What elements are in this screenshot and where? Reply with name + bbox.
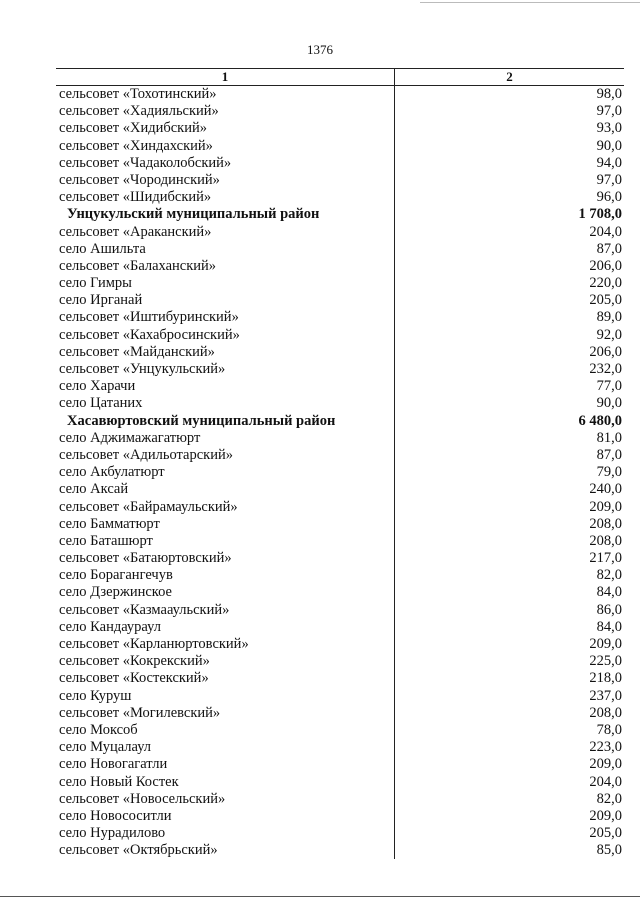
row-name: сельсовет «Чородинский» xyxy=(59,171,220,188)
row-name: сельсовет «Адильотарский» xyxy=(59,446,233,463)
row-name: сельсовет «Араканский» xyxy=(59,223,212,240)
row-name: село Борагангечув xyxy=(59,567,173,584)
row-value: 232,0 xyxy=(589,361,622,377)
row-name: село Ирганай xyxy=(59,292,143,309)
table-row xyxy=(56,138,624,155)
table-row xyxy=(56,619,624,636)
row-name: сельсовет «Унцукульский» xyxy=(59,361,226,377)
row-value: 98,0 xyxy=(596,86,622,102)
row-value: 208,0 xyxy=(589,515,622,532)
row-name: село Куруш xyxy=(59,687,132,704)
table-row xyxy=(56,327,624,344)
row-value: 205,0 xyxy=(589,825,622,842)
table-row xyxy=(56,447,624,464)
page-number: 1376 xyxy=(307,42,333,57)
row-value: 93,0 xyxy=(596,120,622,137)
row-value: 78,0 xyxy=(596,721,622,738)
table-body xyxy=(56,86,624,859)
row-value: 223,0 xyxy=(589,739,622,756)
row-value: 217,0 xyxy=(589,550,622,567)
row-name: село Муцалаул xyxy=(59,739,152,756)
table-row xyxy=(56,241,624,258)
row-value: 220,0 xyxy=(589,275,622,292)
row-name: сельсовет «Балаханский» xyxy=(59,257,217,274)
table-row xyxy=(56,86,624,103)
row-value: 84,0 xyxy=(596,618,622,635)
column-header-2: 2 xyxy=(394,69,624,85)
row-value: 90,0 xyxy=(596,137,622,154)
table-row xyxy=(56,120,624,137)
row-value: 87,0 xyxy=(596,446,622,463)
row-value: 82,0 xyxy=(596,790,622,807)
table-row xyxy=(56,688,624,705)
row-value: 86,0 xyxy=(596,601,622,618)
table-row xyxy=(56,378,624,395)
row-value: 237,0 xyxy=(589,687,622,704)
row-value: 97,0 xyxy=(596,103,622,120)
row-name: село Акбулатюрт xyxy=(59,464,165,481)
table-row xyxy=(56,103,624,120)
row-value: 96,0 xyxy=(596,189,622,206)
table-row xyxy=(56,602,624,619)
row-name: сельсовет «Хиндахский» xyxy=(59,137,213,154)
row-value: 6 480,0 xyxy=(578,412,622,429)
row-value: 209,0 xyxy=(589,636,622,652)
row-name: сельсовет «Новосельский» xyxy=(59,790,226,807)
row-value: 90,0 xyxy=(596,395,622,412)
table-row xyxy=(56,189,624,206)
table-row xyxy=(56,808,624,825)
row-name: сельсовет «Кахабросинский» xyxy=(59,326,240,343)
row-name: село Харачи xyxy=(59,378,136,395)
row-name: село Аджимажагатюрт xyxy=(59,429,201,446)
row-value: 225,0 xyxy=(589,653,622,670)
row-name: сельсовет «Карланюртовский» xyxy=(59,636,249,652)
row-name: село Кандаураул xyxy=(59,618,161,635)
row-value: 206,0 xyxy=(589,257,622,274)
row-value: 206,0 xyxy=(589,343,622,360)
row-name: село Новый Костек xyxy=(59,773,179,790)
row-value: 209,0 xyxy=(589,498,622,515)
table-row xyxy=(56,395,624,412)
table-row xyxy=(56,258,624,275)
row-name: сельсовет «Костекский» xyxy=(59,670,209,687)
table-row xyxy=(56,550,624,567)
row-value: 94,0 xyxy=(596,154,622,171)
table-row xyxy=(56,722,624,739)
row-name: сельсовет «Чадаколобский» xyxy=(59,154,232,171)
row-value: 82,0 xyxy=(596,567,622,584)
row-value: 1 708,0 xyxy=(578,206,622,223)
row-name: сельсовет «Могилевский» xyxy=(59,704,221,721)
row-name: Унцукульский муниципальный район xyxy=(67,206,320,223)
row-value: 209,0 xyxy=(589,807,622,824)
row-value: 208,0 xyxy=(589,532,622,549)
row-value: 97,0 xyxy=(596,171,622,188)
row-value: 204,0 xyxy=(589,223,622,240)
table-row xyxy=(56,533,624,550)
table-row xyxy=(56,275,624,292)
page-bottom-line xyxy=(0,896,640,897)
row-name: сельсовет «Байрамаульский» xyxy=(59,498,238,515)
table-row xyxy=(56,430,624,447)
row-name: село Бамматюрт xyxy=(59,515,160,532)
table-row xyxy=(56,155,624,172)
table-row xyxy=(56,756,624,773)
scan-edge-line xyxy=(420,2,640,3)
table-row xyxy=(56,774,624,791)
row-value: 77,0 xyxy=(596,378,622,395)
row-name: село Ашильта xyxy=(59,240,146,257)
table-row xyxy=(56,224,624,241)
row-value: 218,0 xyxy=(589,670,622,687)
table-row xyxy=(56,516,624,533)
row-name: сельсовет «Хидибский» xyxy=(59,120,207,137)
row-name: село Дзержинское xyxy=(59,584,172,601)
table-row xyxy=(56,567,624,584)
table-row xyxy=(56,361,624,378)
table-header xyxy=(56,68,624,86)
row-name: село Новососитли xyxy=(59,807,172,824)
row-value: 81,0 xyxy=(596,429,622,446)
table-row xyxy=(56,842,624,859)
table-row xyxy=(56,705,624,722)
district-row xyxy=(56,206,624,223)
column-header-1: 1 xyxy=(221,69,229,84)
table-row xyxy=(56,739,624,756)
row-name: сельсовет «Хадияльский» xyxy=(59,103,219,120)
row-value: 205,0 xyxy=(589,292,622,309)
row-value: 92,0 xyxy=(596,326,622,343)
row-name: сельсовет «Иштибуринский» xyxy=(59,309,239,326)
row-name: село Новогагатли xyxy=(59,756,168,773)
row-value: 89,0 xyxy=(596,309,622,326)
row-name: сельсовет «Майданский» xyxy=(59,343,215,360)
row-value: 240,0 xyxy=(589,481,622,498)
row-name: село Нурадилово xyxy=(59,825,166,842)
row-name: сельсовет «Шидибский» xyxy=(59,189,212,206)
table-row xyxy=(56,670,624,687)
row-name: сельсовет «Тохотинский» xyxy=(59,86,217,102)
allocation-table xyxy=(56,68,624,859)
row-value: 84,0 xyxy=(596,584,622,601)
row-value: 208,0 xyxy=(589,704,622,721)
row-value: 209,0 xyxy=(589,756,622,773)
row-name: село Баташюрт xyxy=(59,532,153,549)
row-value: 85,0 xyxy=(596,842,622,859)
table-row xyxy=(56,584,624,601)
table-row xyxy=(56,636,624,653)
table-row xyxy=(56,825,624,842)
row-name: село Моксоб xyxy=(59,721,138,738)
table-row xyxy=(56,499,624,516)
row-value: 204,0 xyxy=(589,773,622,790)
table-row xyxy=(56,292,624,309)
row-name: сельсовет «Октябрьский» xyxy=(59,842,218,859)
table-row xyxy=(56,344,624,361)
row-name: сельсовет «Казмааульский» xyxy=(59,601,230,618)
row-name: сельсовет «Кокрекский» xyxy=(59,653,210,670)
row-name: село Гимры xyxy=(59,275,132,292)
table-row xyxy=(56,464,624,481)
row-name: сельсовет «Батаюртовский» xyxy=(59,550,232,567)
table-row xyxy=(56,309,624,326)
table-row xyxy=(56,653,624,670)
table-row xyxy=(56,172,624,189)
district-row xyxy=(56,413,624,430)
row-value: 79,0 xyxy=(596,464,622,481)
row-name: Хасавюртовский муниципальный район xyxy=(67,412,336,429)
column-divider xyxy=(394,86,395,859)
table-row xyxy=(56,481,624,498)
row-name: село Аксай xyxy=(59,481,129,498)
row-name: село Цатаних xyxy=(59,395,143,412)
table-row xyxy=(56,791,624,808)
row-value: 87,0 xyxy=(596,240,622,257)
